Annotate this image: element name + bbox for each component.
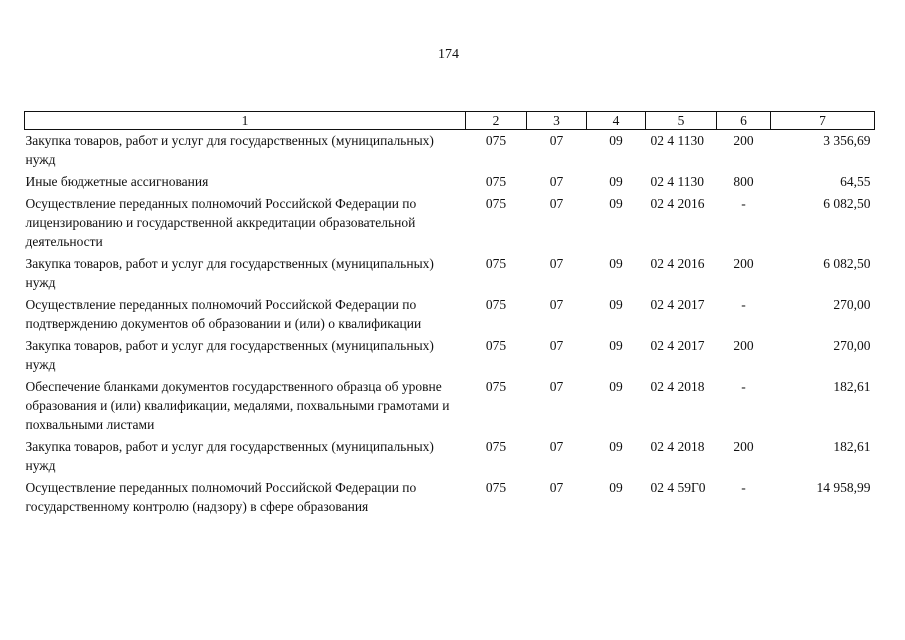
row-code: 075 <box>485 256 507 271</box>
row-section: 07 <box>549 256 564 271</box>
table-body <box>25 130 875 519</box>
row-code: 075 <box>485 297 507 312</box>
page-number: 174 <box>438 47 459 62</box>
row-name: Закупка товаров, работ и услуг для государственных (муниципальных) нужд <box>25 256 434 290</box>
row-expense-type: - <box>741 196 746 211</box>
row-target-article: 02 4 2017 <box>650 338 705 353</box>
row-expense-type: 800 <box>733 174 754 189</box>
row-amount: 182,61 <box>833 379 871 394</box>
row-subsection: 09 <box>609 379 623 394</box>
row-target-article: 02 4 1130 <box>650 133 704 148</box>
row-subsection: 09 <box>609 480 623 495</box>
row-code: 075 <box>485 379 507 394</box>
budget-table <box>24 111 875 518</box>
row-code: 075 <box>485 133 507 148</box>
header-col-4: 4 <box>587 112 646 130</box>
row-code: 075 <box>485 196 507 211</box>
row-name: Закупка товаров, работ и услуг для государственных (муниципальных) нужд <box>25 133 434 167</box>
row-section: 07 <box>549 439 564 454</box>
row-name: Осуществление переданных полномочий Российской Федерации по лицензированию и государственной аккредитации образовательной деятельности <box>25 196 417 249</box>
row-target-article: 02 4 2018 <box>650 379 705 394</box>
table-row <box>25 171 875 193</box>
row-section: 07 <box>549 338 564 353</box>
header-col-1: 1 <box>25 112 466 130</box>
row-subsection: 09 <box>609 196 623 211</box>
table-row <box>25 253 875 294</box>
table-row <box>25 193 875 253</box>
row-code: 075 <box>485 480 507 495</box>
header-col-5: 5 <box>646 112 717 130</box>
row-name: Обеспечение бланками документов государственного образца об уровне образования и (или) квалификации, медалями, похвальными грамотами и похвальными листами <box>25 379 450 432</box>
table-header <box>25 112 875 130</box>
row-subsection: 09 <box>609 174 623 189</box>
row-amount: 14 958,99 <box>816 480 871 495</box>
table-row <box>25 294 875 335</box>
row-target-article: 02 4 1130 <box>650 174 704 189</box>
row-section: 07 <box>549 196 564 211</box>
row-subsection: 09 <box>609 297 623 312</box>
row-code: 075 <box>485 338 507 353</box>
header-col-3: 3 <box>527 112 587 130</box>
row-section: 07 <box>549 379 564 394</box>
header-col-7: 7 <box>771 112 875 130</box>
row-section: 07 <box>549 174 564 189</box>
row-section: 07 <box>549 297 564 312</box>
row-amount: 270,00 <box>833 338 871 353</box>
row-amount: 270,00 <box>833 297 871 312</box>
row-amount: 64,55 <box>840 174 871 189</box>
row-target-article: 02 4 2017 <box>650 297 705 312</box>
header-col-6: 6 <box>717 112 771 130</box>
row-expense-type: 200 <box>733 338 754 353</box>
row-amount: 3 356,69 <box>823 133 871 148</box>
row-amount: 182,61 <box>833 439 871 454</box>
row-target-article: 02 4 59Г0 <box>650 480 706 495</box>
table-row <box>25 436 875 477</box>
row-name: Осуществление переданных полномочий Российской Федерации по подтверждению документов об образовании и (или) о квалификации <box>25 297 422 331</box>
row-code: 075 <box>485 439 507 454</box>
table-row <box>25 335 875 376</box>
row-name: Закупка товаров, работ и услуг для государственных (муниципальных) нужд <box>25 439 434 473</box>
table-row <box>25 376 875 436</box>
table-row <box>25 477 875 518</box>
row-name: Иные бюджетные ассигнования <box>25 174 209 189</box>
row-amount: 6 082,50 <box>823 196 871 211</box>
row-target-article: 02 4 2016 <box>650 196 705 211</box>
row-amount: 6 082,50 <box>823 256 871 271</box>
header-col-2: 2 <box>466 112 527 130</box>
row-name: Осуществление переданных полномочий Российской Федерации по государственному контролю (надзору) в сфере образования <box>25 480 417 514</box>
row-expense-type: - <box>741 297 746 312</box>
row-subsection: 09 <box>609 133 623 148</box>
row-expense-type: - <box>741 480 746 495</box>
row-section: 07 <box>549 480 564 495</box>
table-row <box>25 130 875 172</box>
row-target-article: 02 4 2018 <box>650 439 705 454</box>
row-subsection: 09 <box>609 338 623 353</box>
row-code: 075 <box>485 174 507 189</box>
row-subsection: 09 <box>609 256 623 271</box>
row-expense-type: 200 <box>733 256 754 271</box>
row-subsection: 09 <box>609 439 623 454</box>
header-row <box>25 112 875 130</box>
row-target-article: 02 4 2016 <box>650 256 705 271</box>
row-expense-type: 200 <box>733 439 754 454</box>
row-name: Закупка товаров, работ и услуг для государственных (муниципальных) нужд <box>25 338 434 372</box>
row-expense-type: 200 <box>733 133 754 148</box>
row-expense-type: - <box>741 379 746 394</box>
row-section: 07 <box>549 133 564 148</box>
